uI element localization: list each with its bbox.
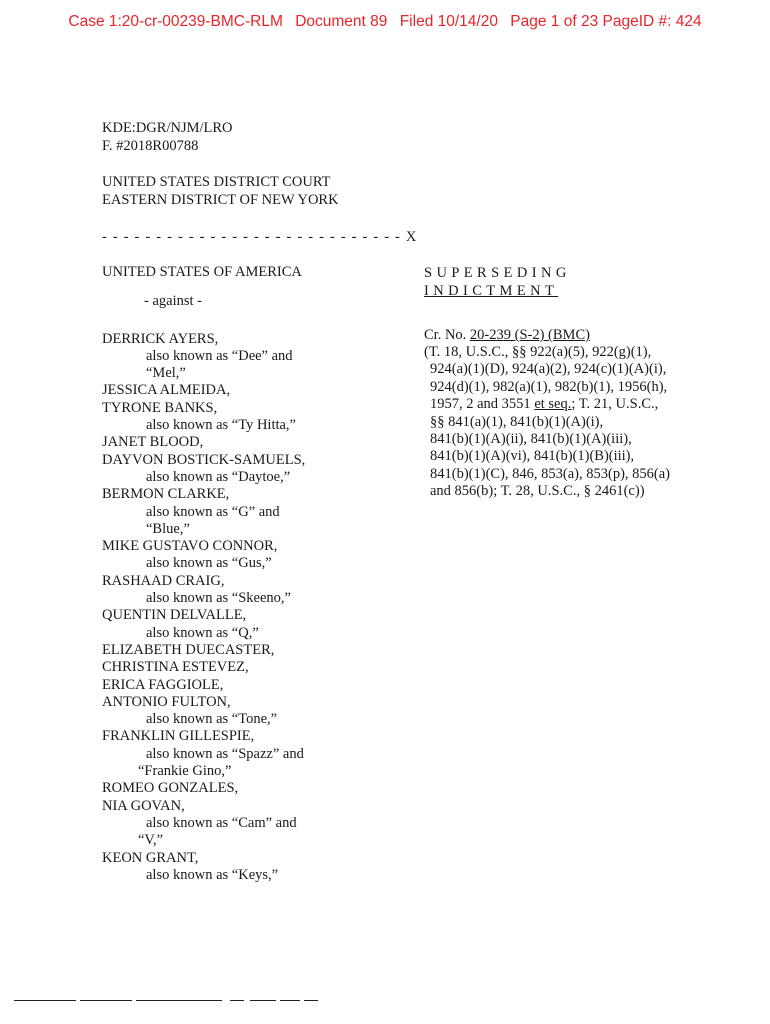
statute-line: 841(b)(1)(C), 846, 853(a), 853(p), 856(a): [430, 465, 670, 482]
criminal-case-number: [424, 326, 724, 344]
defendant-alias: also known as “Tone,”: [146, 711, 278, 728]
defendant-alias: also known as “Dee” and: [146, 347, 293, 364]
statute-line: [424, 396, 724, 413]
defendant-alias: “Mel,”: [146, 365, 186, 382]
defendant-name: ERICA FAGGIOLE,: [102, 676, 224, 693]
defendant-alias: also known as “Keys,”: [146, 866, 279, 883]
statute-line: (T. 18, U.S.C., §§ 922(a)(5), 922(g)(1),: [424, 344, 652, 360]
defendant-name: QUENTIN DELVALLE,: [102, 607, 247, 624]
defendant-alias: also known as “Daytoe,”: [146, 468, 291, 485]
defendant-name: JANET BLOOD,: [102, 434, 204, 451]
defendant-name: DAYVON BOSTICK-SAMUELS,: [102, 451, 306, 468]
case-number-prefix: Cr. No.: [424, 327, 467, 343]
statute-line: 841(b)(1)(A)(ii), 841(b)(1)(A)(iii),: [430, 431, 632, 448]
defendant-name: JESSICA ALMEIDA,: [102, 382, 231, 399]
et-seq: et seq.: [534, 396, 572, 413]
statute-text: ; T. 21, U.S.C.,: [571, 396, 659, 413]
document-number-stamp: Document 89: [295, 13, 388, 30]
case-number-stamp: Case 1:20-cr-00239-BMC-RLM: [68, 13, 283, 30]
defendant-alias: “Blue,”: [146, 520, 190, 537]
defendant-name: KEON GRANT,: [102, 849, 199, 866]
filed-date-stamp: Filed 10/14/20: [399, 13, 498, 30]
document-title-column: [424, 264, 724, 501]
page-id-stamp: Page 1 of 23 PageID #: 424: [510, 13, 702, 30]
statute-line: and 856(b); T. 28, U.S.C., § 2461(c)): [430, 483, 645, 500]
defendant-name: MIKE GUSTAVO CONNOR,: [102, 538, 278, 555]
file-number-line: F. #2018R00788: [102, 138, 199, 154]
defendant-name: ROMEO GONZALES,: [102, 780, 239, 797]
document-type-line1: SUPERSEDING: [424, 265, 571, 281]
defendant-name: ELIZABETH DUECASTER,: [102, 641, 275, 658]
initials-line: KDE:DGR/NJM/LRO: [102, 120, 233, 136]
defendant-name: BERMON CLARKE,: [102, 486, 230, 503]
defendant-alias: also known as “Gus,”: [146, 555, 272, 572]
defendant-alias: also known as “Cam” and: [146, 814, 297, 831]
defendant-name: CHRISTINA ESTEVEZ,: [102, 659, 249, 676]
defendant-alias: also known as “Skeeno,”: [146, 590, 291, 607]
caption-divider: - - - - - - - - - - - - - - - - - - - - - - - - - - - - X: [102, 229, 418, 245]
defendant-alias: “Frankie Gino,”: [138, 763, 232, 780]
defendant-alias: also known as “G” and: [146, 503, 280, 520]
defendant-name: NIA GOVAN,: [102, 797, 185, 814]
defendant-name: ANTONIO FULTON,: [102, 693, 231, 710]
defendant-alias: also known as “Q,”: [146, 624, 259, 641]
defendant-name: TYRONE BANKS,: [102, 399, 218, 416]
statute-line: 841(b)(1)(A)(vi), 841(b)(1)(B)(iii),: [430, 448, 635, 465]
defendant-alias: also known as “Spazz” and: [146, 745, 304, 762]
attorney-initials: [102, 119, 233, 155]
defendant-alias: also known as “Ty Hitta,”: [146, 417, 296, 434]
footer-rule: [14, 1000, 324, 1002]
statute-citations: [424, 344, 724, 501]
court-name-line1: UNITED STATES DISTRICT COURT: [102, 174, 331, 190]
ecf-header-stamp: [0, 13, 770, 31]
document-type: [424, 264, 724, 300]
defendant-name: RASHAAD CRAIG,: [102, 572, 225, 589]
defendant-alias: “V,”: [138, 832, 164, 849]
caption-parties: [102, 264, 402, 884]
statute-line: 924(d)(1), 982(a)(1), 982(b)(1), 1956(h),: [430, 378, 668, 395]
statute-text: 1957, 2 and 3551: [430, 396, 531, 413]
statute-line: §§ 841(a)(1), 841(b)(1)(A)(i),: [430, 413, 604, 430]
against-label: - against -: [144, 293, 202, 310]
document-type-line2: INDICTMENT: [424, 283, 559, 299]
case-number-value: 20-239 (S-2) (BMC): [469, 327, 590, 343]
plaintiff-name: UNITED STATES OF AMERICA: [102, 264, 302, 280]
defendant-name: FRANKLIN GILLESPIE,: [102, 728, 255, 745]
court-name: [102, 173, 339, 209]
defendant-name: DERRICK AYERS,: [102, 330, 219, 347]
statute-line: 924(a)(1)(D), 924(a)(2), 924(c)(1)(A)(i),: [430, 361, 667, 378]
court-name-line2: EASTERN DISTRICT OF NEW YORK: [102, 192, 339, 208]
